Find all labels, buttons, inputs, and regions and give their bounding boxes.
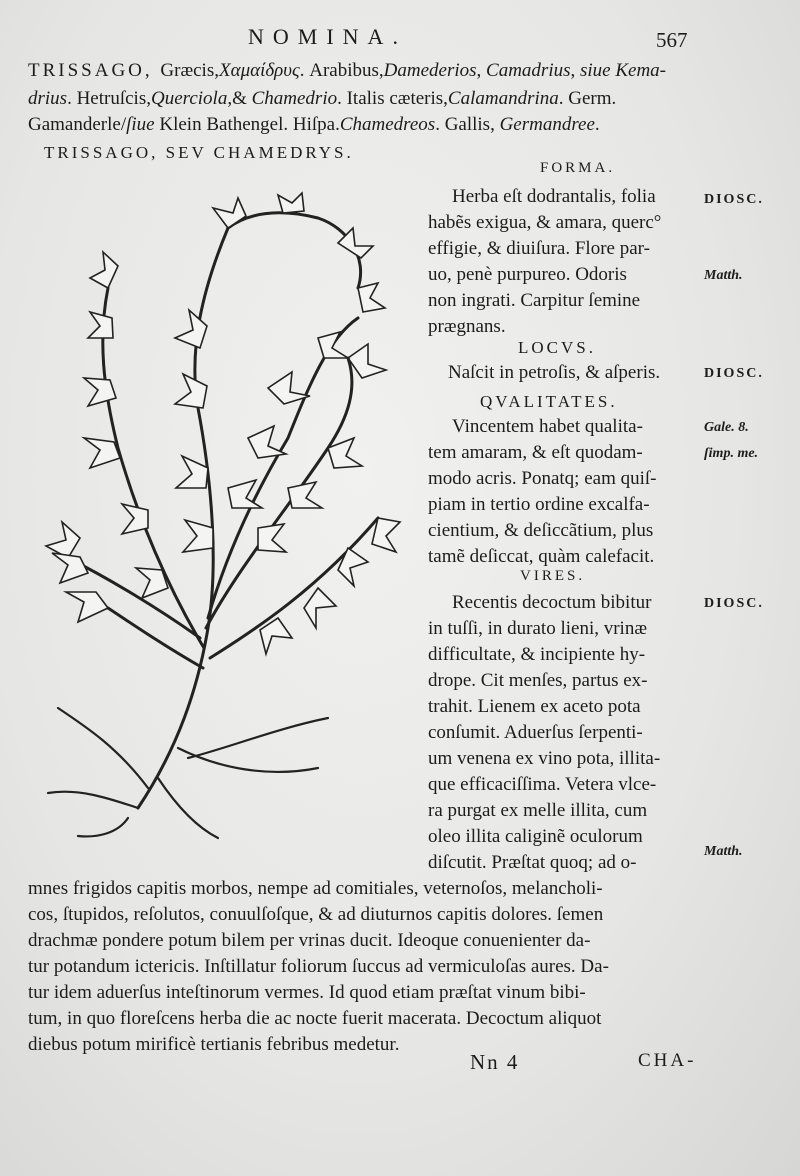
nomina-seg: Calamandrina — [447, 88, 559, 109]
nomina-seg: . Hetruſcis, — [67, 88, 151, 109]
catchword: CHA- — [638, 1050, 697, 1071]
marginal-note: Gale. 8. — [704, 420, 749, 435]
plant-title: TRISSAGO, SEV CHAMEDRYS. — [44, 143, 354, 162]
marginal-note: Matth. — [704, 268, 743, 283]
section-heading: FORMA. — [540, 160, 616, 176]
nomina-seg: drius — [28, 88, 68, 109]
nomina-line — [28, 112, 600, 138]
section-line: trahit. Lienem ex aceto pota — [428, 696, 641, 717]
full-width-line: diebus potum mirificè tertianis febribus medetur. — [28, 1034, 400, 1055]
section-line: tem amaram, & eſt quodam- — [428, 442, 643, 463]
chamedrys-woodcut-illustration — [28, 188, 408, 848]
nomina-line — [28, 86, 616, 112]
section-line: Recentis decoctum bibitur — [452, 592, 652, 613]
section-line: que efficaciſſima. Vetera vlce- — [428, 774, 657, 795]
marginal-note: DIOSC. — [704, 596, 764, 611]
section-line: prægnans. — [428, 316, 506, 337]
section-heading: VIRES. — [520, 568, 586, 584]
nomina-seg: , — [476, 60, 487, 81]
section-line: in tuſſi, in durato lieni, vrinæ — [428, 618, 648, 639]
nomina-seg: ,& — [227, 88, 252, 109]
nomina-seg: Χαμαίδρυς — [218, 60, 300, 81]
nomina-seg: . Germ. — [558, 88, 617, 109]
nomina-seg: Gamanderle/ — [28, 114, 127, 135]
running-title: NOMINA. — [248, 24, 407, 49]
section-heading: LOCVS. — [518, 338, 596, 357]
marginal-note: ſimp. me. — [704, 446, 759, 461]
marginal-note: DIOSC. — [704, 366, 764, 381]
section-line: effigie, & diuiſura. Flore par- — [428, 238, 650, 259]
nomina-seg: . Arabibus, — [299, 60, 384, 81]
nomina-seg: Chamedrio — [251, 88, 338, 109]
section-line: Vincentem habet qualita- — [452, 416, 643, 437]
nomina-seg: Camadrius — [486, 60, 571, 81]
section-line: cientium, & deſiccãtium, plus — [428, 520, 654, 541]
section-line: conſumit. Aduerſus ſerpenti- — [428, 722, 643, 743]
full-width-line: cos, ſtupidos, reſolutos, conuulſoſque, & ad diuturnos capitis dolores. ſemen — [28, 904, 604, 925]
page-number: 567 — [656, 28, 688, 52]
full-width-line: drachmæ pondere potum bilem per vrinas ducit. Ideoque conuenienter da- — [28, 930, 591, 951]
nomina-seg: siue Kema- — [580, 60, 667, 81]
section-line: tamẽ deſiccat, quàm calefacit. — [428, 546, 655, 567]
section-line: Naſcit in petroſis, & aſperis. — [448, 362, 661, 383]
nomina-seg: . Italis cæteris, — [337, 88, 448, 109]
nomina-seg: Klein Bathengel. Hiſpa. — [154, 114, 340, 135]
section-line: piam in tertio ordine excalfa- — [428, 494, 650, 515]
signature-mark: Nn 4 — [470, 1050, 520, 1074]
nomina-seg: . — [594, 114, 600, 135]
marginal-note: Matth. — [704, 844, 743, 859]
section-line: habẽs exigua, & amara, querc° — [428, 212, 662, 233]
full-width-line: tur potandum ictericis. Inſtillatur foliorum ſuccus ad vermiculoſas aures. Da- — [28, 956, 609, 977]
section-line: difficultate, & incipiente hy- — [428, 644, 646, 665]
full-width-line: tum, in quo floreſcens herba die ac nocte fuerit macerata. Decoctum aliquot — [28, 1008, 602, 1029]
section-heading: QVALITATES. — [480, 392, 618, 411]
nomina-seg: Græcis, — [160, 60, 219, 81]
section-line: drope. Cit menſes, partus ex- — [428, 670, 648, 691]
section-line: uo, penè purpureo. Odoris — [428, 264, 627, 285]
nomina-seg: Germandree — [499, 114, 595, 135]
nomina-seg: Chamedreos — [339, 114, 436, 135]
marginal-note: DIOSC. — [704, 192, 764, 207]
nomina-seg: , — [570, 60, 580, 81]
section-line: modo acris. Ponatq; eam quiſ- — [428, 468, 657, 489]
section-line: non ingrati. Carpitur ſemine — [428, 290, 641, 311]
section-line: um venena ex vino pota, illita- — [428, 748, 661, 769]
nomina-seg: ſiue — [126, 114, 155, 135]
nomina-seg: Querciola — [150, 88, 228, 109]
nomina-line — [28, 58, 666, 84]
nomina-seg: Damederios — [383, 60, 477, 81]
full-width-line: tur idem aduerſus inteſtinorum vermes. Id quod etiam præſtat vinum bibi- — [28, 982, 586, 1003]
nomina-seg: TRISSAGO, — [28, 60, 161, 81]
full-width-line: mnes frigidos capitis morbos, nempe ad comitiales, veternoſos, melancholi- — [28, 878, 603, 899]
section-line: diſcutit. Præſtat quoq; ad o- — [428, 852, 637, 873]
section-line: Herba eſt dodrantalis, folia — [452, 186, 656, 207]
nomina-seg: . Gallis, — [435, 114, 500, 135]
section-line: oleo illita caliginẽ oculorum — [428, 826, 643, 847]
section-line: ra purgat ex melle illita, cum — [428, 800, 648, 821]
